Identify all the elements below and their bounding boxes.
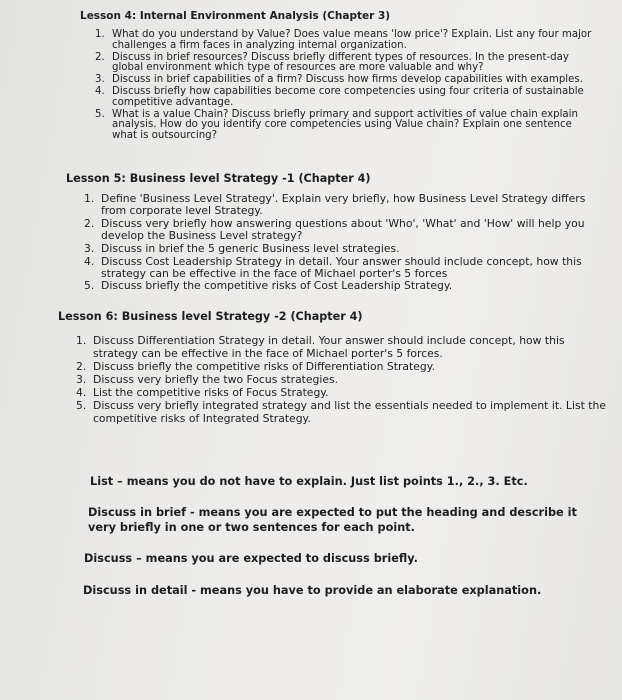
lesson-5-questions — [84, 193, 599, 293]
item-text: Discuss very briefly the two Focus strategies. — [93, 372, 339, 386]
item-number: 1. — [84, 192, 95, 205]
list-item — [76, 335, 611, 361]
list-item — [84, 256, 599, 280]
item-text: Discuss in brief the 5 generic Business level strategies. — [101, 241, 400, 255]
list-item — [95, 53, 595, 74]
list-item — [84, 218, 599, 242]
list-item — [76, 361, 611, 374]
item-number: 5. — [95, 108, 105, 120]
item-text: Discuss briefly the competitive risks of Differentiation Strategy. — [93, 359, 436, 373]
list-item — [95, 75, 595, 86]
item-number: 1. — [76, 334, 87, 347]
list-item — [95, 110, 595, 142]
note-discuss-in-brief-definition: Discuss in brief - means you are expected to put the heading and describe it very briefly in one or two sentences for each point. — [88, 506, 577, 534]
lesson-5-title: Lesson 5: Business level Strategy -1 (Chapter 4) — [66, 172, 371, 185]
list-item — [95, 87, 595, 108]
list-item — [84, 243, 599, 255]
item-text: List the competitive risks of Focus Strategy. — [93, 386, 329, 400]
item-number: 4. — [95, 86, 105, 97]
list-item — [84, 193, 599, 217]
list-item — [95, 30, 595, 51]
lesson-6-title: Lesson 6: Business level Strategy -2 (Chapter 4) — [58, 310, 363, 323]
item-text: What do you understand by Value? Does value means 'low price'? Explain. List any four major challenges a firm faces in analyzing internal organization. — [112, 29, 592, 51]
item-number: 5. — [84, 279, 95, 293]
lesson-6-questions — [76, 335, 611, 426]
lesson-4-title: Lesson 4: Internal Environment Analysis (Chapter 3) — [80, 10, 391, 22]
note-list-definition: List – means you do not have to explain. Just list points 1., 2., 3. Etc. — [90, 475, 528, 488]
item-number: 3. — [76, 372, 87, 386]
item-number: 2. — [76, 359, 87, 373]
item-text: Discuss briefly how capabilities become core competencies using four criteria of sustainable competitive advantage. — [112, 86, 584, 108]
item-number: 2. — [95, 51, 105, 63]
item-text: Discuss very briefly how answering questions about 'Who', 'What' and 'How' will help you develop the Business Level strategy? — [101, 216, 585, 243]
note-discuss-definition: Discuss – means you are expected to discuss briefly. — [84, 552, 418, 565]
list-item — [84, 280, 599, 292]
item-text: Discuss very briefly integrated strategy and list the essentials needed to implement it. List the competitive risks of Integrated Strategy. — [93, 399, 606, 425]
item-text: Discuss briefly the competitive risks of Cost Leadership Strategy. — [101, 279, 453, 293]
lesson-4-questions — [95, 30, 595, 143]
item-number: 2. — [84, 216, 95, 230]
item-number: 5. — [76, 399, 87, 413]
item-text: Discuss in brief capabilities of a firm? Discuss how firms develop capabilities with examples. — [112, 74, 583, 85]
item-number: 3. — [84, 241, 95, 255]
list-item — [76, 387, 611, 400]
item-text: What is a value Chain? Discuss briefly primary and support activities of value chain explain analysis. How do you identify core competencies using Value chain? Explain one sentence what is outsourcing? — [112, 108, 578, 141]
item-number: 4. — [76, 386, 87, 400]
item-text: Discuss Cost Leadership Strategy in detail. Your answer should include concept, how this strategy can be effective in the face of Michael porter's 5 forces — [101, 254, 582, 280]
item-number: 4. — [84, 254, 95, 268]
item-text: Define 'Business Level Strategy'. Explain very briefly, how Business Level Strategy differs from corporate level Strategy. — [101, 192, 586, 218]
list-item — [76, 374, 611, 387]
item-number: 3. — [95, 74, 105, 85]
note-discuss-in-detail-definition: Discuss in detail - means you have to provide an elaborate explanation. — [83, 584, 542, 597]
item-number: 1. — [95, 29, 105, 40]
list-item — [76, 400, 611, 426]
item-text: Discuss in brief resources? Discuss briefly different types of resources. In the present-day global environment which type of resources are more valuable and why? — [112, 51, 569, 73]
item-text: Discuss Differentiation Strategy in detail. Your answer should include concept, how this strategy can be effective in the face of Michael porter's 5 forces. — [93, 334, 565, 360]
